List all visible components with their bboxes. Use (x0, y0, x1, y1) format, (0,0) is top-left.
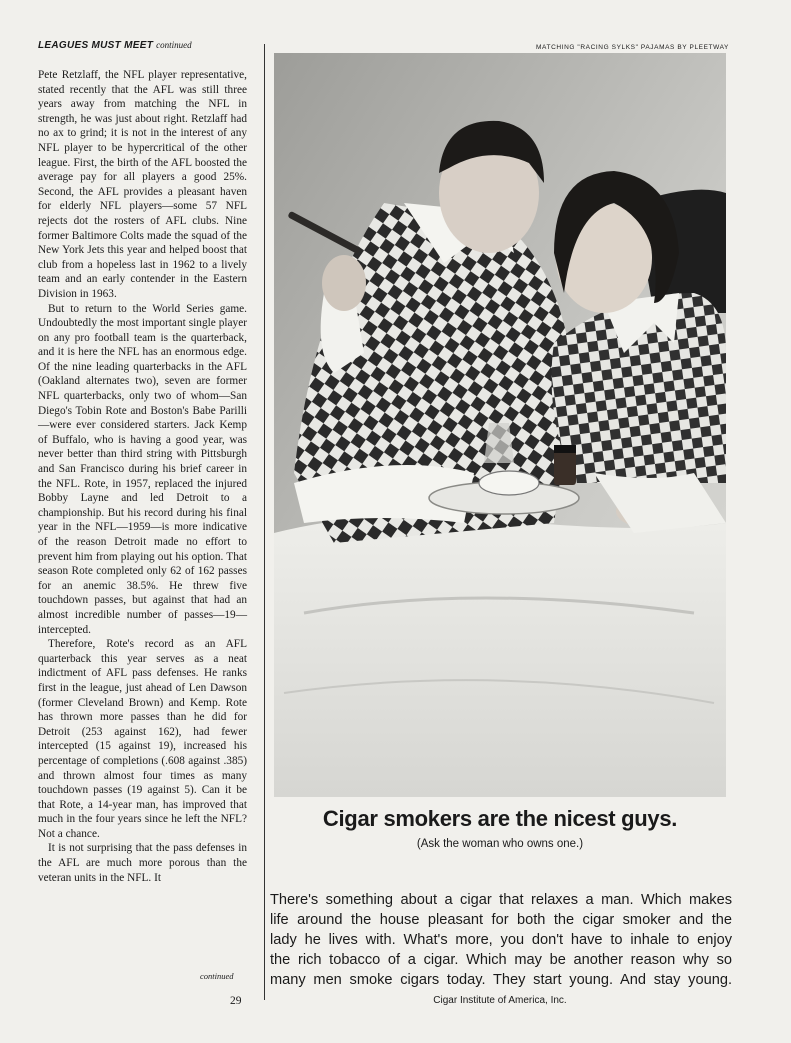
running-head (38, 40, 192, 51)
ad-body-line: life around the house pleasant for both the cigar smoker and the (270, 912, 732, 928)
ad-body-copy (270, 890, 732, 990)
article-paragraph: It is not surprising that the pass defenses in the AFL are much more porous than the veteran units in the NFL. It (38, 842, 247, 884)
ad-headline: Cigar smokers are the nicest guys. (322, 806, 678, 831)
article-paragraph: But to return to the World Series game. Undoubtedly the most important single player on any pro football team is the quarterback, and it is here the NFL has an enormous edge. Of the nine leading quarterbacks in the AFL (Oakland alternates two), seven are former NFL quarterbacks, only two of whom—San Diego's Tobin Rote and Boston's Babe Parilli—were ever considered starters. Jack Kemp of Buffalo, who is having a good year, was never better than third string with Pittsburgh and San Francisco during his brief career in the NFL. Rote, in 1957, replaced the injured Bobby Layne and led Detroit to a championship. But his record during his final year in the NFL—1959—is more indicative of the reason Detroit made no effort to prevent him from playing out his option. That season Rote completed only 62 of 162 passes for an anemic 38.5%. He threw five touchdown passes, but against that had an almost incredible number of passes—19—intercepted. (38, 302, 247, 636)
ad-subhead: (Ask the woman who owns one.) (416, 838, 584, 850)
article-paragraph: Therefore, Rote's record as an AFL quarterback this year serves as a neat indictment of AFL pass defenses. He ranks first in the league, just ahead of Len Dawson (former Cleveland Brown) and Kemp. Rote has thrown more passes than he did for Detroit (253 against 162), had fewer intercepted (15 against 19), increased his percentage of completions (.608 against .385) and thrown almost four times as many touchdown passes (19 against 5). Can it be that Rote, a 14-year man, has improved that much in the four years since he left the NFL? Not a chance. (38, 638, 247, 840)
ad-sponsor: Cigar Institute of America, Inc. (433, 995, 567, 1006)
article-paragraph: Pete Retzlaff, the NFL player representative, stated recently that the AFL was still three years away from matching the NFL in strength, he was just about right. Retzlaff had no ax to grind; it is not in the interest of any NFL player to be hypercritical of the other league. First, the birth of the AFL boosted the average pay for all players a good 25%. Second, the AFL provides a pleasant haven for elderly NFL players—some 57 NFL rejects dot the rosters of AFL clubs. Nine former Baltimore Colts made the squad of the New York Jets this year and helped boost that club from a hopeless last in 1962 to a lively team and an early contender in the Eastern Division in 1963. (38, 69, 247, 300)
ad-body-line: lady he lives with. What's more, you don't have to inhale to enjoy (270, 932, 732, 948)
column-divider (264, 44, 265, 1000)
article-column (38, 68, 247, 885)
page-number: 29 (230, 995, 242, 1007)
ad-photograph (274, 53, 726, 797)
photo-credit: MATCHING "RACING SYLKS" PAJAMAS BY PLEETWAY (536, 44, 729, 51)
continued-marker: continued (200, 971, 234, 981)
ad-body-line: many men smoke cigars today. They start young. And stay young. (270, 972, 732, 988)
ad-body-line: There's something about a cigar that relaxes a man. Which makes (270, 892, 732, 908)
running-head-title: LEAGUES MUST MEET (38, 40, 154, 51)
running-head-continued: continued (156, 40, 192, 50)
ad-body-line: the rich tobacco of a cigar. Which may be another reason why so (270, 952, 732, 968)
